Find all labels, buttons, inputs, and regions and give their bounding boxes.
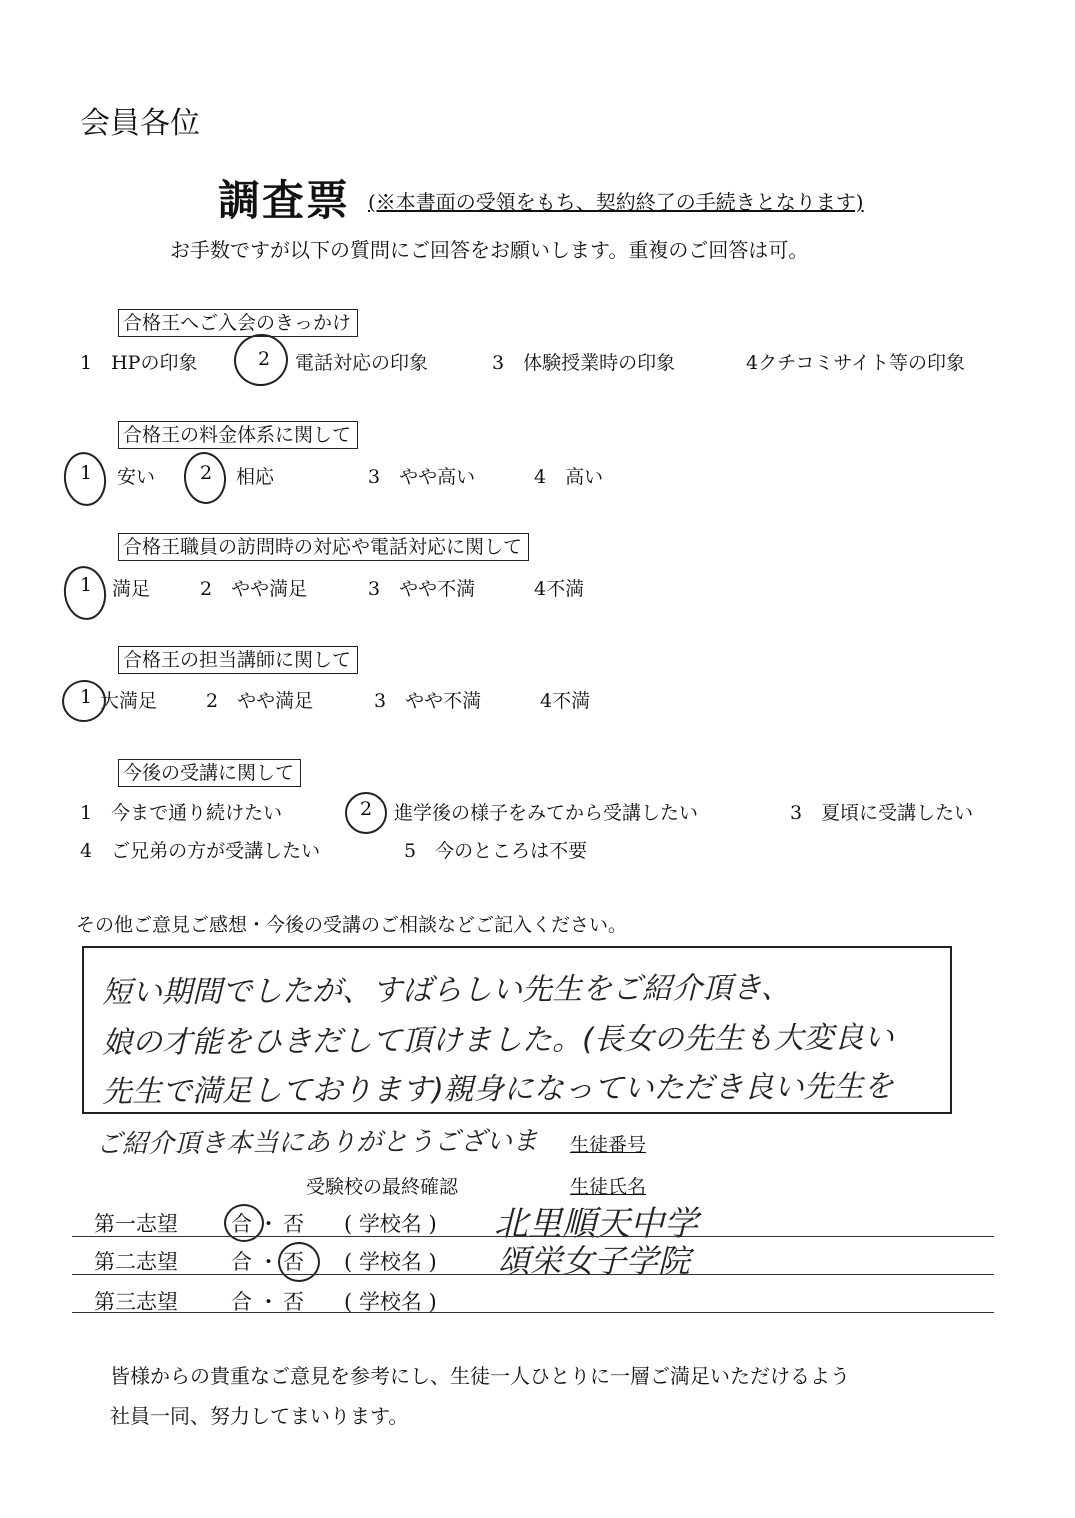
choice-3-label: 第三志望 [94,1290,178,1314]
q3-option-2: 2 やや満足 [200,578,308,600]
q2-option-2-number: 2 [200,462,213,484]
q2-option-4: 4 高い [534,466,604,488]
final-check-label: 受験校の最終確認 [306,1176,459,1198]
q3-option-1-label: 満足 [112,578,151,600]
footer-line-1: 皆様からの貴重なご意見を参考にし、生徒一人ひとりに一層ご満足いただけるよう [110,1364,850,1388]
q3-option-1-number: 1 [80,574,93,596]
question-heading-1: 合格王へご入会のきっかけ [118,309,358,337]
question-heading-5: 今後の受講に関して [118,759,301,787]
q1-option-1: 1 HPの印象 [80,352,198,374]
q2-option-2-label: 相応 [236,466,275,488]
comment-line-1: 短い期間でしたが、すばらしい先生をご紹介頂き、 [101,970,791,1011]
q5-option-2-number: 2 [360,798,373,820]
q2-circle-mark-1 [60,449,109,508]
q5-option-1: 1 今まで通り続けたい [80,802,283,824]
question-heading-4: 合格王の担当講師に関して [118,646,358,674]
question-heading-2: 合格王の料金体系に関して [118,421,358,449]
comment-line-2: 娘の才能をひきだして頂けました。(長女の先生も大変良い [101,1020,894,1061]
q1-option-3: 3 体験授業時の印象 [492,352,676,374]
title-note [368,186,864,215]
q2-circle-mark-2 [181,450,228,506]
q3-circle-mark [60,563,109,622]
q3-option-4: 4不満 [534,578,585,600]
choice-2-school-label: ( 学校名 ) [344,1250,437,1274]
choice-1-label: 第一志望 [94,1212,178,1236]
q4-option-3: 3 やや不満 [374,690,482,712]
q4-option-2: 2 やや満足 [206,690,314,712]
choice-1-fail: 否 [283,1212,304,1236]
title-note-text: (※本書面の受領をもち、契約終了の手続きとなります) [368,190,864,214]
choice-2-pass: 合 [231,1250,252,1274]
q3-option-3: 3 やや不満 [368,578,476,600]
q4-option-1-number: 1 [80,686,93,708]
q4-option-4: 4不満 [540,690,591,712]
comment-line-4: ご紹介頂き本当にありがとうございま [95,1126,539,1160]
student-number-label: 生徒番号 [570,1134,647,1156]
q1-option-2-number: 2 [258,348,271,370]
greeting: 会員各位 [80,106,200,141]
q1-option-4: 4クチコミサイト等の印象 [746,352,965,374]
q5-option-5: 5 今のところは不要 [404,840,588,862]
q1-circle-mark [230,330,292,391]
choice-3-pass: 合 [231,1290,252,1314]
student-name-label: 生徒氏名 [570,1176,647,1198]
q4-option-1-label: 大満足 [100,690,158,712]
choice-1-school-label: ( 学校名 ) [344,1212,437,1236]
q1-option-2-label: 電話対応の印象 [295,352,429,374]
q5-option-2-label: 進学後の様子をみてから受講したい [394,802,699,824]
q5-circle-mark [345,792,387,834]
choice-2-label: 第二志望 [94,1250,178,1274]
page-title: 調査票 [218,176,351,225]
footer-line-2: 社員一同、努力してまいります。 [110,1404,409,1428]
question-heading-3: 合格王職員の訪問時の対応や電話対応に関して [118,533,529,561]
choice-3-school-label: ( 学校名 ) [344,1290,437,1314]
q2-option-1-label: 安い [117,466,156,488]
choice-3-fail: 否 [283,1290,304,1314]
q2-option-1-number: 1 [80,462,93,484]
choice-2-school: 頌栄女子学院 [498,1242,691,1280]
choice-1-sep: ・ [258,1212,279,1236]
q5-option-3: 3 夏頃に受講したい [790,802,974,824]
comment-label: その他ご意見ご感想・今後の受講のご相談などご記入ください。 [76,914,628,936]
choice-1-pass: 合 [231,1212,252,1236]
choice-2-circle-mark [278,1242,320,1282]
q5-option-4: 4 ご兄弟の方が受講したい [80,840,321,862]
choice-2-sep: ・ [258,1250,279,1274]
choice-3-rule [72,1312,994,1313]
choice-2-rule [72,1274,994,1275]
instruction: お手数ですが以下の質問にご回答をお願いします。重複のご回答は可。 [170,238,809,262]
comment-line-3: 先生で満足しております)親身になっていただき良い先生を [101,1069,894,1110]
choice-1-school: 北里順天中学 [494,1204,698,1244]
choice-3-sep: ・ [258,1290,279,1314]
q2-option-3: 3 やや高い [368,466,476,488]
choice-2-fail: 否 [283,1250,304,1274]
